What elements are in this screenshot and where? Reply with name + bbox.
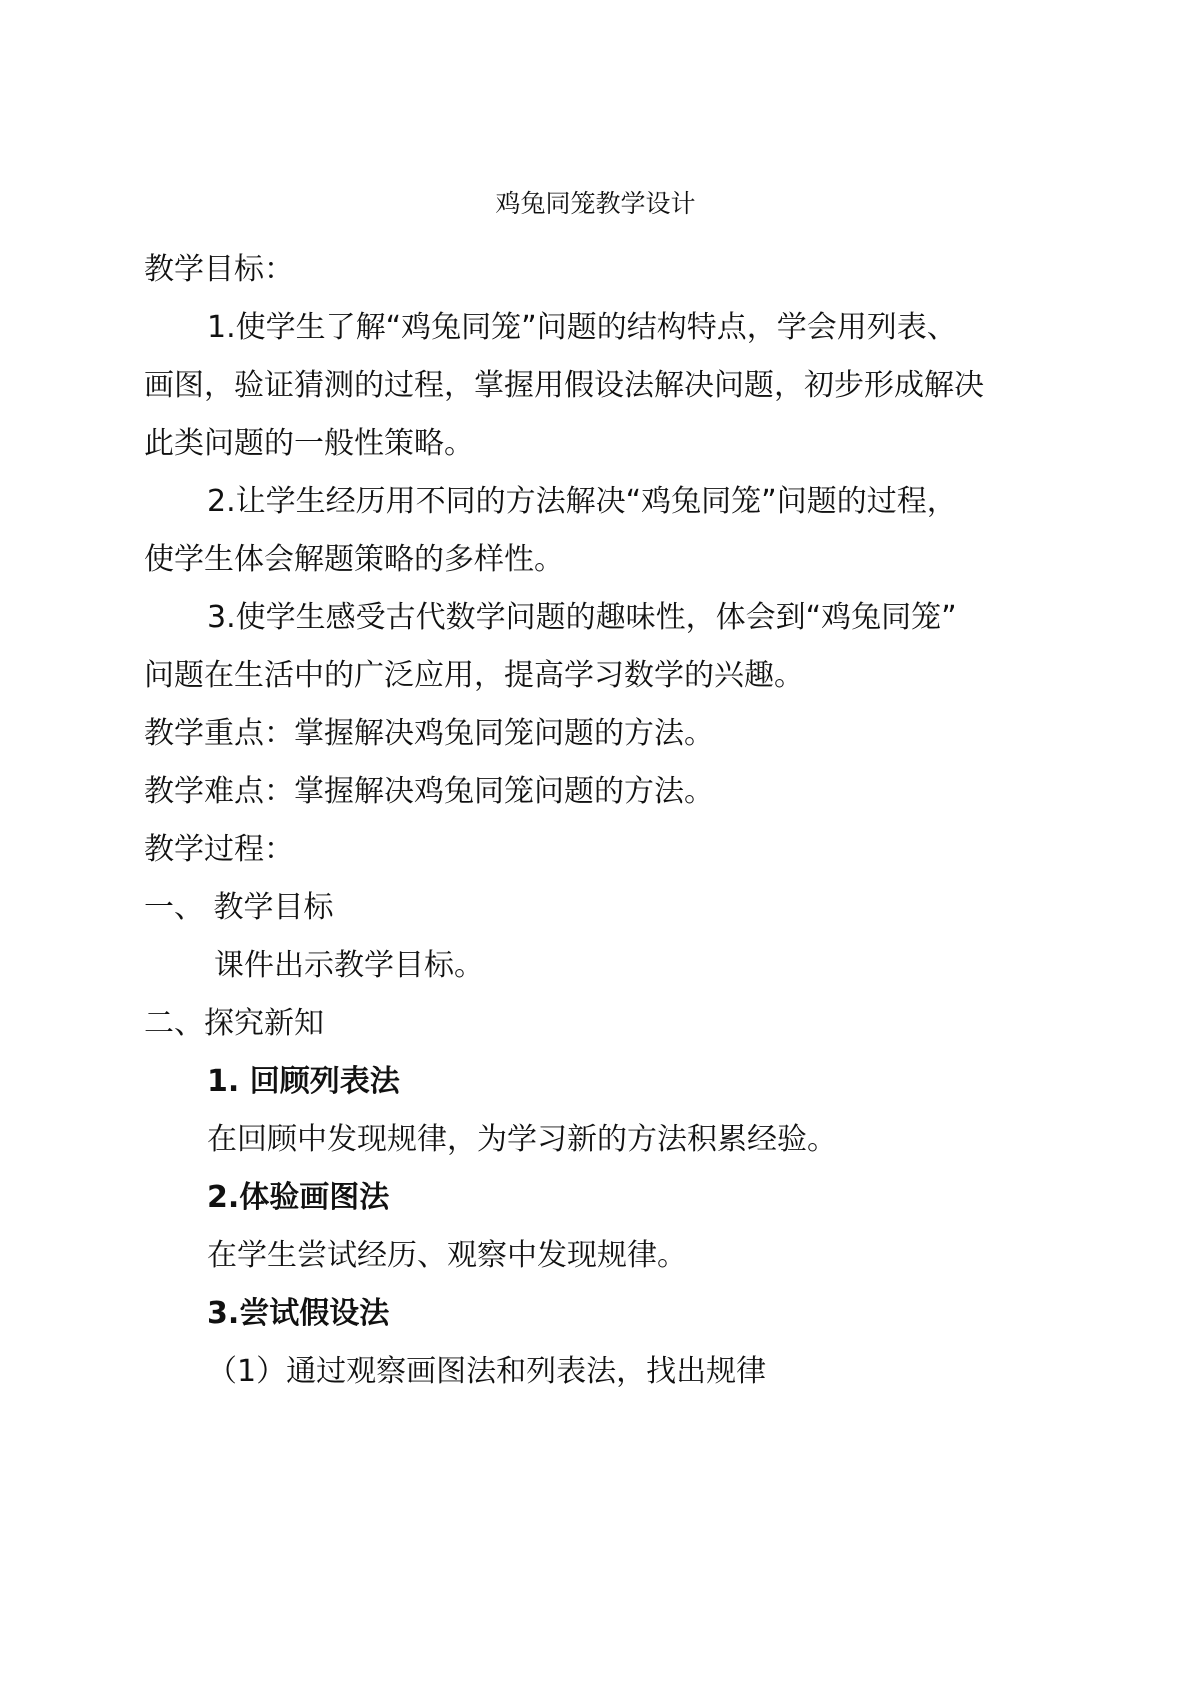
paragraph-line: 课件出示教学目标。 (214, 948, 484, 983)
difficult-point-line: 教学难点：掌握解决鸡兔同笼问题的方法。 (144, 774, 714, 809)
key-point-line: 教学重点：掌握解决鸡兔同笼问题的方法。 (144, 716, 714, 751)
document-title: 鸡兔同笼教学设计 (495, 189, 696, 218)
paragraph-line: 此类问题的一般性策略。 (144, 426, 474, 461)
section-heading-objectives: 教学目标： (144, 252, 294, 287)
subsection-heading: 2.体验画图法 (207, 1180, 390, 1215)
section-heading-1: 一、 教学目标 (144, 890, 334, 925)
paragraph-line: 使学生体会解题策略的多样性。 (144, 542, 564, 577)
section-heading-process: 教学过程： (144, 832, 294, 867)
paragraph-line: 1.使学生了解“鸡兔同笼”问题的结构特点，学会用列表、 (207, 310, 957, 345)
paragraph-line: 2.让学生经历用不同的方法解决“鸡兔同笼”问题的过程， (207, 484, 957, 519)
subsection-heading: 1. 回顾列表法 (207, 1064, 400, 1099)
section-heading-2: 二、探究新知 (144, 1006, 324, 1041)
paragraph-line: （1）通过观察画图法和列表法，找出规律 (207, 1354, 767, 1389)
paragraph-line: 问题在生活中的广泛应用，提高学习数学的兴趣。 (144, 658, 804, 693)
paragraph-line: 在回顾中发现规律，为学习新的方法积累经验。 (207, 1122, 837, 1157)
paragraph-line: 画图，验证猜测的过程，掌握用假设法解决问题，初步形成解决 (144, 368, 984, 403)
subsection-heading: 3.尝试假设法 (207, 1296, 390, 1331)
paragraph-line: 3.使学生感受古代数学问题的趣味性，体会到“鸡兔同笼” (207, 600, 957, 635)
paragraph-line: 在学生尝试经历、观察中发现规律。 (207, 1238, 687, 1273)
